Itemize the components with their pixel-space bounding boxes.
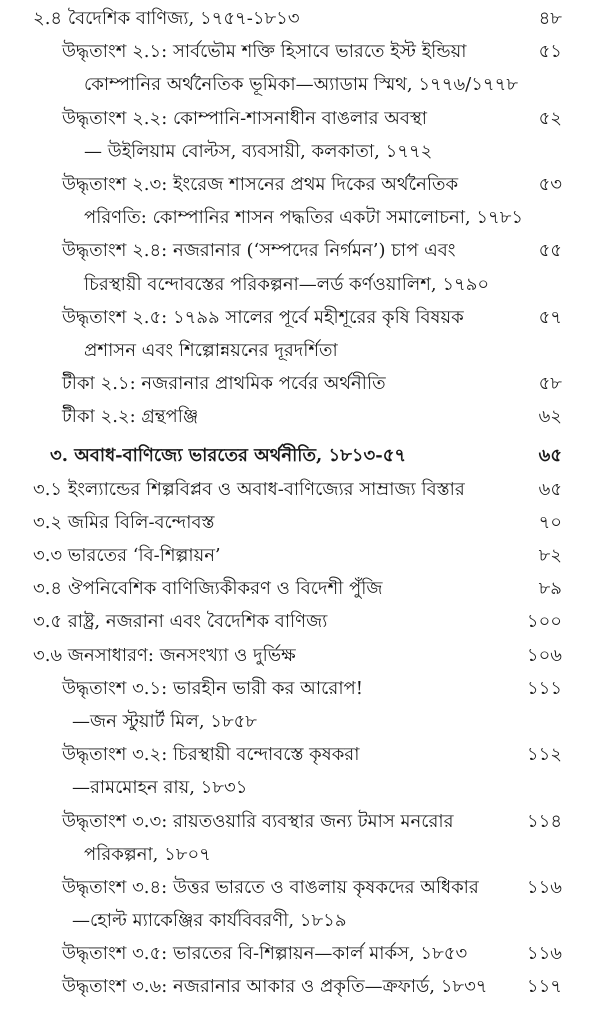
toc-page-number: ৬৫ (538, 478, 562, 500)
toc-entry-title: উদ্ধৃতাংশ ৩.২: চিরস্থায়ী বন্দোবস্তে কৃষকরা (62, 744, 360, 766)
toc-page-number: ১০০ (526, 611, 562, 633)
toc-entry-cont (0, 334, 600, 367)
toc-page-number: ৭০ (538, 511, 562, 533)
toc-page-number: ৫৭ (538, 306, 562, 328)
toc-entry-title: —জন স্টুয়ার্ট মিল, ১৮৫৮ (72, 710, 257, 732)
toc-entry-cont-short (0, 705, 600, 738)
toc-page-number: ১১৭ (526, 976, 562, 998)
toc-page-number: ৪৮ (538, 8, 562, 29)
table-of-contents (0, 2, 600, 1004)
toc-page-number: ৬২ (538, 406, 562, 428)
toc-page-number: ৫৩ (538, 173, 562, 195)
toc-entry-quote (0, 937, 600, 970)
toc-page-number: ৫৫ (538, 240, 562, 262)
toc-entry-quote (0, 871, 600, 904)
toc-page-number: ৮৯ (538, 578, 562, 600)
toc-entry-title: উদ্ধৃতাংশ ৩.৬: নজরানার আকার ও প্রকৃতি—ক্রফার্ড, ১৮৩৭ (62, 976, 488, 998)
toc-entry-section (0, 506, 600, 539)
toc-entry-title: উদ্ধৃতাংশ ২.২: কোম্পানি-শাসনাধীন বাঙলার অবস্থা (62, 107, 428, 129)
toc-page-number: ১১৬ (526, 943, 562, 965)
toc-entry-title: উদ্ধৃতাংশ ৩.৫: ভারতের বি-শিল্পায়ন—কার্ল মার্কস, ১৮৫৩ (62, 943, 468, 965)
toc-entry-title: উদ্ধৃতাংশ ২.১: সার্বভৌম শক্তি হিসাবে ভারতে ইস্ট ইন্ডিয়া (62, 41, 467, 63)
toc-entry-cont (0, 268, 600, 301)
toc-entry-title: ৩.৫ রাষ্ট্র, নজরানা এবং বৈদেশিক বাণিজ্য (33, 611, 328, 633)
toc-entry-title: কোম্পানির অর্থনৈতিক ভূমিকা—অ্যাডাম স্মিথ, ১৭৭৬/১৭৭৮ (84, 74, 518, 96)
toc-entry-title: উদ্ধৃতাংশ ২.৪: নজরানার (‘সম্পদের নির্গমন’) চাপ এবং (62, 240, 456, 262)
toc-entry-section (0, 2, 600, 35)
toc-entry-title: — উইলিয়াম বোল্টস, ব্যবসায়ী, কলকাতা, ১৭৭২ (84, 140, 433, 162)
toc-page-number: ৫৮ (538, 373, 562, 395)
toc-page-number: ১১৪ (526, 810, 562, 832)
toc-entry-quote (0, 102, 600, 135)
toc-entry-title: টীকা ২.২: গ্রন্থপঞ্জি (62, 406, 199, 428)
toc-entry-quote (0, 805, 600, 838)
toc-page-number: ৫২ (538, 107, 562, 129)
toc-entry-title: উদ্ধৃতাংশ ৩.৩: রায়তওয়ারি ব্যবস্থার জন্য টমাস মনরোর (62, 810, 454, 832)
toc-entry-title: চিরস্থায়ী বন্দোবস্তের পরিকল্পনা—লর্ড কর্ণওয়ালিশ, ১৭৯০ (84, 273, 490, 295)
toc-entry-quote (0, 738, 600, 771)
toc-entry-title: ৩.৪ ঔপনিবেশিক বাণিজ্যিকীকরণ ও বিদেশী পুঁজি (33, 578, 383, 600)
toc-entry-cont-short (0, 771, 600, 804)
toc-entry-title: পরিণতি: কোম্পানির শাসন পদ্ধতির একটা সমালোচনা, ১৭৮১ (84, 207, 524, 229)
toc-entry-section (0, 473, 600, 506)
toc-page-number: ১১২ (526, 744, 562, 766)
toc-entry-title: ৩. অবাধ-বাণিজ্যে ভারতের অর্থনীতি, ১৮১৩-৫৭ (50, 445, 407, 467)
toc-entry-cont-short (0, 904, 600, 937)
toc-entry-section (0, 539, 600, 572)
toc-entry-cont (0, 68, 600, 101)
toc-entry-quote (0, 168, 600, 201)
toc-entry-title: প্রশাসন এবং শিল্পোন্নয়নের দূরদর্শিতা (84, 339, 338, 361)
toc-page-number: ৮২ (538, 545, 562, 566)
toc-entry-title: —রামমোহন রায়, ১৮৩১ (72, 777, 248, 799)
toc-entry-section (0, 639, 600, 672)
toc-entry-quote (0, 234, 600, 267)
toc-entry-title: টীকা ২.১: নজরানার প্রাথমিক পর্বের অর্থনীতি (62, 373, 386, 395)
toc-entry-title: ২.৪ বৈদেশিক বাণিজ্য, ১৭৫৭-১৮১৩ (33, 8, 300, 29)
toc-entry-quote (0, 301, 600, 334)
toc-entry-cont (0, 838, 600, 871)
toc-entry-title: ৩.৩ ভারতের ‘বি-শিল্পায়ন’ (33, 545, 221, 566)
toc-entry-title: —হোল্ট ম্যাকেঞ্জির কার্যবিবরণী, ১৮১৯ (72, 910, 347, 932)
toc-page-number: ১১১ (526, 677, 562, 699)
toc-entry-cont (0, 201, 600, 234)
toc-entry-title: উদ্ধৃতাংশ ২.৫: ১৭৯৯ সালের পূর্বে মহীশূরের কৃষি বিষয়ক (62, 306, 464, 328)
toc-entry-note (0, 400, 600, 433)
toc-entry-quote (0, 970, 600, 1003)
toc-entry-title: ৩.২ জমির বিলি-বন্দোবস্ত (33, 511, 215, 533)
toc-entry-section (0, 572, 600, 605)
toc-page-number: ৬৫ (538, 445, 562, 467)
toc-page-number: ১১৬ (526, 876, 562, 898)
toc-entry-title: ৩.৬ জনসাধারণ: জনসংখ্যা ও দুর্ভিক্ষ (33, 644, 296, 666)
toc-page-number: ১০৬ (526, 644, 562, 666)
toc-page-number: ৫১ (538, 41, 562, 63)
toc-entry-title: ৩.১ ইংল্যান্ডের শিল্পবিপ্লব ও অবাধ-বাণিজ্যের সাম্রাজ্য বিস্তার (33, 478, 465, 500)
toc-entry-chapter (0, 439, 600, 472)
toc-entry-cont (0, 135, 600, 168)
toc-entry-quote (0, 672, 600, 705)
toc-entry-title: উদ্ধৃতাংশ ৩.১: ভারহীন ভারী কর আরোপ! (62, 677, 363, 699)
toc-entry-title: পরিকল্পনা, ১৮০৭ (84, 843, 211, 865)
toc-entry-quote (0, 35, 600, 68)
toc-entry-title: উদ্ধৃতাংশ ৩.৪: উত্তর ভারতে ও বাঙলায় কৃষকদের অধিকার (62, 876, 479, 898)
toc-entry-title: উদ্ধৃতাংশ ২.৩: ইংরেজ শাসনের প্রথম দিকের অর্থনৈতিক (62, 173, 459, 195)
toc-entry-note (0, 367, 600, 400)
toc-entry-section (0, 605, 600, 638)
